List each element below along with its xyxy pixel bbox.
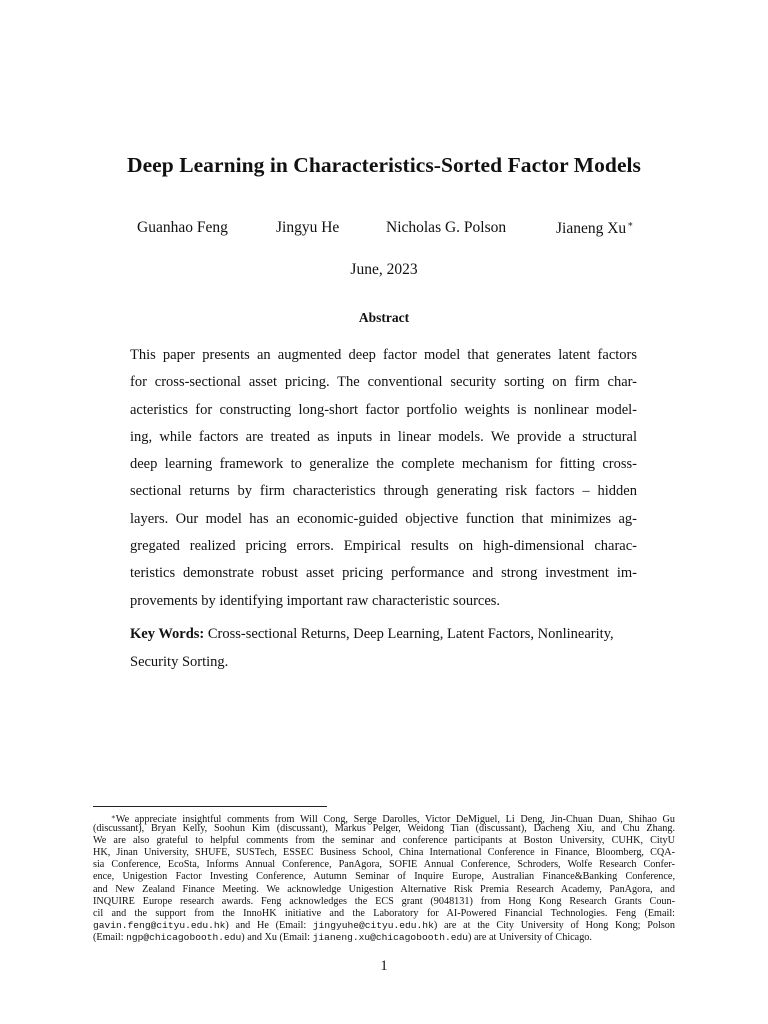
abstract-line: teristics demonstrate robust asset pricing performance and strong investment im- bbox=[130, 565, 637, 582]
abstract-line: provements by identifying important raw characteristic sources. bbox=[130, 592, 501, 609]
paper-date: June, 2023 bbox=[350, 261, 418, 278]
keywords-block bbox=[130, 621, 637, 676]
footnote-line: gavin.feng@cityu.edu.hk) and He (Email: jingyuhe@cityu.edu.hk) are at the City University of Hong Kong; Polson bbox=[93, 919, 675, 931]
paper-title: Deep Learning in Characteristics-Sorted Factor Models bbox=[127, 153, 641, 177]
footnote-divider bbox=[93, 806, 327, 807]
footnote-line: (Email: ngp@chicagobooth.edu) and Xu (Email: jianeng.xu@chicagobooth.edu) are at University of Chicago. bbox=[93, 931, 592, 943]
abstract-line: deep learning framework to generalize the complete mechanism for fitting cross- bbox=[130, 456, 637, 473]
keywords-text: Cross-sectional Returns, Deep Learning, Latent Factors, Nonlinearity, bbox=[207, 626, 614, 642]
abstract-body bbox=[130, 342, 637, 615]
author-list bbox=[0, 219, 768, 239]
abstract-line: This paper presents an augmented deep factor model that generates latent factors bbox=[130, 347, 637, 363]
email-link[interactable]: gavin.feng@cityu.edu.hk bbox=[93, 919, 226, 931]
keywords-label: Key Words: bbox=[130, 626, 205, 642]
abstract-line: for cross-sectional asset pricing. The conventional security sorting on firm char- bbox=[130, 374, 637, 391]
abstract-line: ing, while factors are treated as inputs in linear models. We provide a structural bbox=[130, 428, 637, 445]
footnote-line: ence, Unigestion Factor Investing Conference, Autumn Seminar of Inquire Europe, Australian Finance&Banking Conference, bbox=[93, 871, 675, 883]
footnote-line: INQUIRE Europe research awards. Feng acknowledges the ECS grant (9048131) from Hong Kong Research Grants Coun- bbox=[93, 895, 675, 907]
footnote-line: ∗We appreciate insightful comments from Will Cong, Serge Darolles, Victor DeMiguel, Li Deng, Jin-Chuan Duan, Shihao Gu bbox=[111, 813, 675, 825]
abstract-line: gregated realized pricing errors. Empirical results on high-dimensional charac- bbox=[130, 538, 637, 555]
author-name: Jianeng Xu∗ bbox=[556, 219, 634, 237]
abstract-line: sectional returns by firm characteristics through generating risk factors – hidden bbox=[130, 483, 637, 500]
footnote-line: We are also grateful to helpful comments from the seminar and conference participants at Boston University, CUHK, CityU bbox=[93, 835, 675, 847]
email-link[interactable]: jianeng.xu@chicagobooth.edu bbox=[312, 931, 469, 943]
author-name: Guanhao Feng bbox=[137, 219, 228, 236]
author-name: Jingyu He bbox=[276, 219, 340, 236]
footnote-marker: ∗ bbox=[627, 219, 634, 229]
keywords-line bbox=[130, 621, 637, 649]
footnote-line: sia Conference, EcoSta, Informs Annual Conference, PanAgora, SOFIE Annual Conference, Schroders, Wolfe Research Confer- bbox=[93, 859, 675, 871]
email-link[interactable]: ngp@chicagobooth.edu bbox=[126, 931, 242, 943]
abstract-heading: Abstract bbox=[358, 310, 410, 325]
footnote-line: HK, Jinan University, SHUFE, SUSTech, ESSEC Business School, China International Conference in Finance, Bloomberg, CQA- bbox=[93, 847, 675, 859]
abstract-line: acteristics for constructing long-short factor portfolio weights is nonlinear model- bbox=[130, 401, 637, 418]
abstract-line: layers. Our model has an economic-guided objective function that minimizes ag- bbox=[130, 510, 637, 527]
footnote bbox=[93, 811, 675, 944]
footnote-marker: ∗ bbox=[111, 813, 116, 821]
keywords-line: Security Sorting. bbox=[130, 653, 229, 670]
footnote-line: and New Zealand Finance Meeting. We acknowledge Unigestion Alternative Risk Premia Research Academy, PanAgora, and bbox=[93, 883, 675, 895]
footnote-line: cil and the support from the InnoHK initiative and the Laboratory for AI-Powered Financial Technologies. Feng (Email: bbox=[93, 907, 675, 919]
author-name: Nicholas G. Polson bbox=[386, 219, 507, 236]
email-link[interactable]: jingyuhe@cityu.edu.hk bbox=[312, 919, 434, 931]
footnote-line: (discussant), Bryan Kelly, Soohun Kim (discussant), Markus Pelger, Weidong Tian (discussant), Dacheng Xiu, and Chu Zhang. bbox=[93, 823, 675, 835]
page-number: 1 bbox=[380, 958, 388, 974]
